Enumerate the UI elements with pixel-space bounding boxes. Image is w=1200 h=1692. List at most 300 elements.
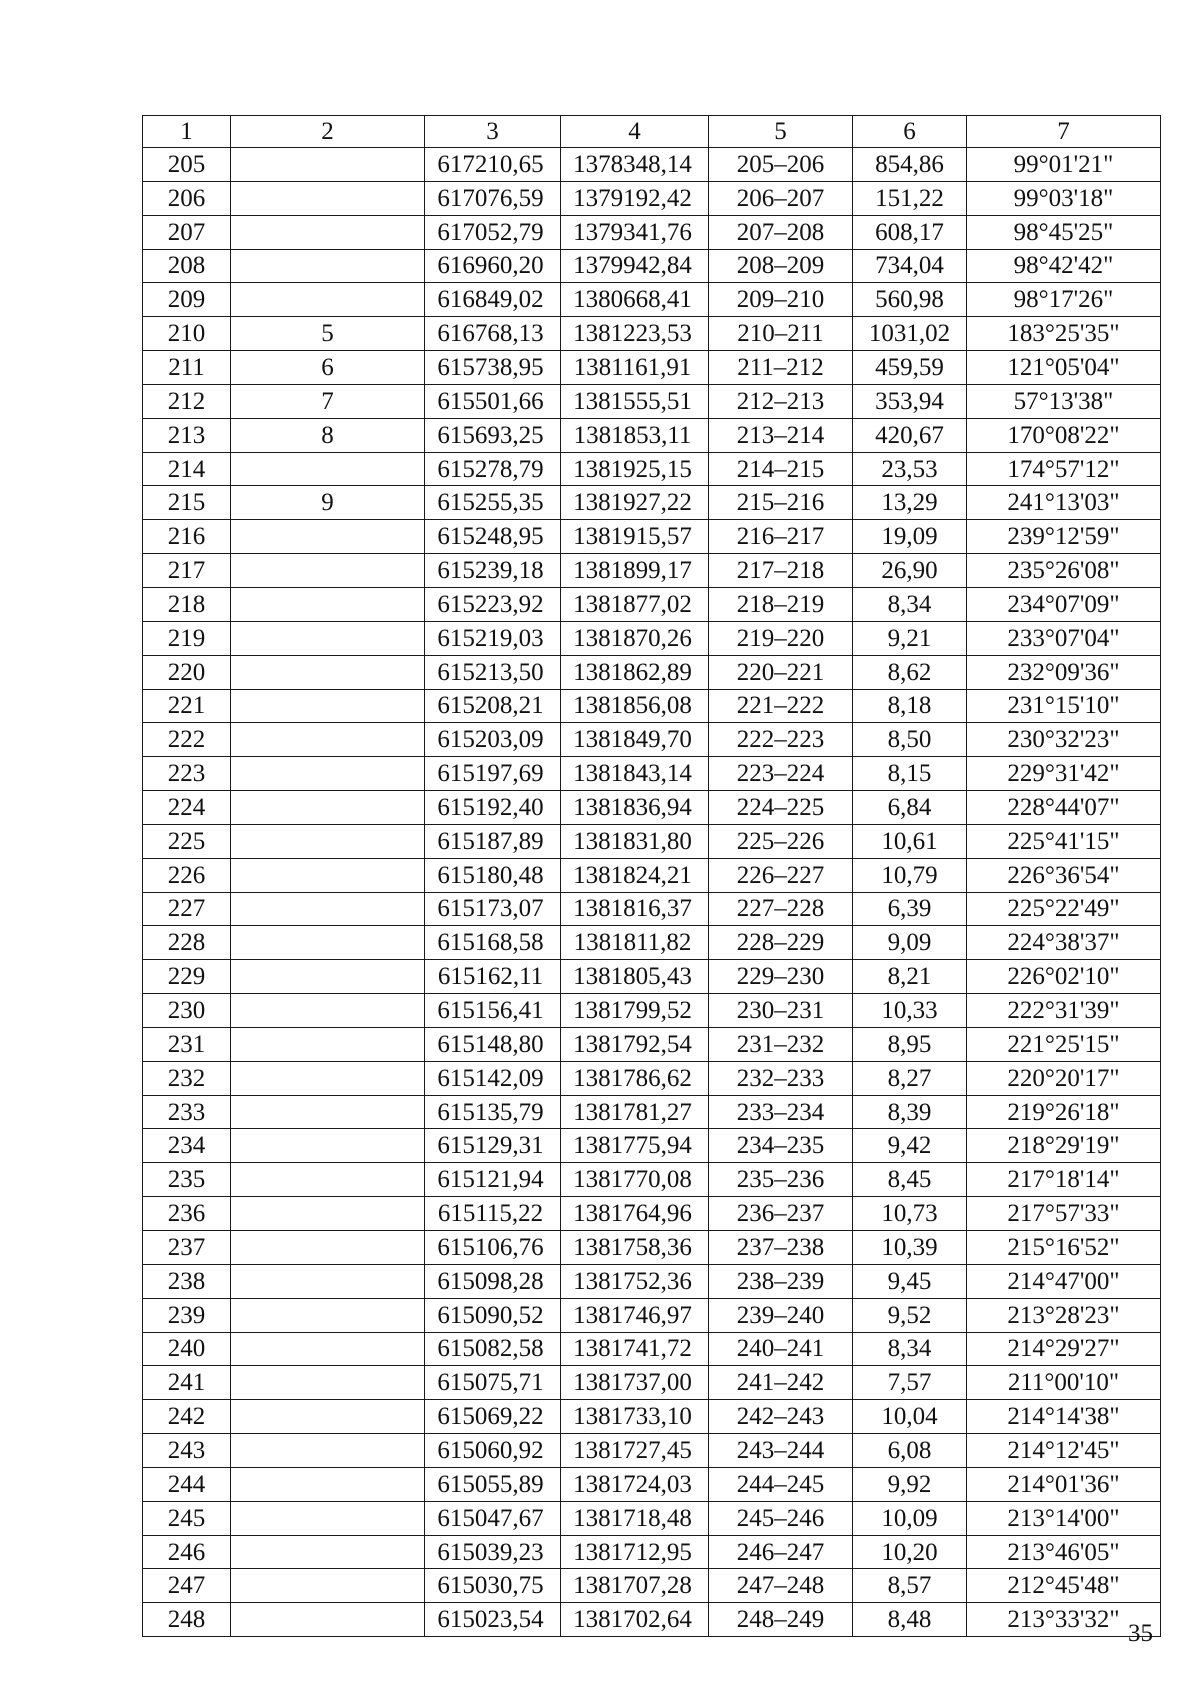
y-coordinate-cell: 1381752,36 [561,1264,709,1298]
coordinates-table [142,115,1161,1637]
secondary-number-cell [231,1197,425,1231]
secondary-number-cell [231,655,425,689]
table-row [143,486,1161,520]
length-cell: 854,86 [853,148,967,182]
x-coordinate-cell: 615156,41 [425,994,561,1028]
y-coordinate-cell: 1381849,70 [561,723,709,757]
y-coordinate-cell: 1381805,43 [561,960,709,994]
segment-cell: 211–212 [709,351,853,385]
length-cell: 8,62 [853,655,967,689]
table-row [143,1569,1161,1603]
table-row [143,1264,1161,1298]
segment-cell: 206–207 [709,181,853,215]
bearing-cell: 228°44'07" [967,791,1161,825]
y-coordinate-cell: 1381853,11 [561,418,709,452]
y-coordinate-cell: 1381758,36 [561,1231,709,1265]
table-row [143,892,1161,926]
segment-cell: 219–220 [709,621,853,655]
segment-cell: 227–228 [709,892,853,926]
secondary-number-cell [231,1298,425,1332]
bearing-cell: 219°26'18" [967,1095,1161,1129]
x-coordinate-cell: 615255,35 [425,486,561,520]
point-number-cell: 231 [143,1027,231,1061]
segment-cell: 216–217 [709,520,853,554]
bearing-cell: 214°47'00" [967,1264,1161,1298]
length-cell: 8,45 [853,1163,967,1197]
y-coordinate-cell: 1381915,57 [561,520,709,554]
segment-cell: 223–224 [709,757,853,791]
length-cell: 23,53 [853,452,967,486]
point-number-cell: 209 [143,283,231,317]
x-coordinate-cell: 615106,76 [425,1231,561,1265]
segment-cell: 246–247 [709,1535,853,1569]
table-row [143,1231,1161,1265]
segment-cell: 217–218 [709,554,853,588]
length-cell: 8,21 [853,960,967,994]
segment-cell: 242–243 [709,1400,853,1434]
x-coordinate-cell: 615693,25 [425,418,561,452]
segment-cell: 245–246 [709,1501,853,1535]
y-coordinate-cell: 1381781,27 [561,1095,709,1129]
table-row [143,1366,1161,1400]
bearing-cell: 57°13'38" [967,384,1161,418]
y-coordinate-cell: 1379192,42 [561,181,709,215]
y-coordinate-cell: 1381727,45 [561,1434,709,1468]
bearing-cell: 98°17'26" [967,283,1161,317]
table-row [143,1535,1161,1569]
segment-cell: 237–238 [709,1231,853,1265]
bearing-cell: 225°41'15" [967,824,1161,858]
bearing-cell: 222°31'39" [967,994,1161,1028]
length-cell: 10,20 [853,1535,967,1569]
y-coordinate-cell: 1381764,96 [561,1197,709,1231]
x-coordinate-cell: 615180,48 [425,858,561,892]
length-cell: 8,18 [853,689,967,723]
secondary-number-cell [231,824,425,858]
secondary-number-cell [231,1467,425,1501]
point-number-cell: 230 [143,994,231,1028]
y-coordinate-cell: 1381811,82 [561,926,709,960]
length-cell: 9,21 [853,621,967,655]
table-row [143,824,1161,858]
point-number-cell: 214 [143,452,231,486]
bearing-cell: 211°00'10" [967,1366,1161,1400]
table-row [143,181,1161,215]
length-cell: 10,61 [853,824,967,858]
table-row [143,1027,1161,1061]
x-coordinate-cell: 617210,65 [425,148,561,182]
secondary-number-cell [231,621,425,655]
segment-cell: 233–234 [709,1095,853,1129]
secondary-number-cell [231,1027,425,1061]
y-coordinate-cell: 1381925,15 [561,452,709,486]
point-number-cell: 225 [143,824,231,858]
length-cell: 6,39 [853,892,967,926]
table-row [143,587,1161,621]
segment-cell: 241–242 [709,1366,853,1400]
y-coordinate-cell: 1381831,80 [561,824,709,858]
x-coordinate-cell: 615187,89 [425,824,561,858]
secondary-number-cell [231,757,425,791]
bearing-cell: 234°07'09" [967,587,1161,621]
table-row [143,215,1161,249]
point-number-cell: 247 [143,1569,231,1603]
x-coordinate-cell: 615098,28 [425,1264,561,1298]
length-cell: 13,29 [853,486,967,520]
segment-cell: 228–229 [709,926,853,960]
point-number-cell: 241 [143,1366,231,1400]
point-number-cell: 232 [143,1061,231,1095]
x-coordinate-cell: 615208,21 [425,689,561,723]
y-coordinate-cell: 1380668,41 [561,283,709,317]
bearing-cell: 213°14'00" [967,1501,1161,1535]
y-coordinate-cell: 1381775,94 [561,1129,709,1163]
x-coordinate-cell: 615047,67 [425,1501,561,1535]
secondary-number-cell [231,960,425,994]
y-coordinate-cell: 1381877,02 [561,587,709,621]
bearing-cell: 98°42'42" [967,249,1161,283]
point-number-cell: 217 [143,554,231,588]
secondary-number-cell [231,1535,425,1569]
secondary-number-cell [231,520,425,554]
table-row [143,1298,1161,1332]
bearing-cell: 98°45'25" [967,215,1161,249]
point-number-cell: 240 [143,1332,231,1366]
table-row [143,520,1161,554]
segment-cell: 235–236 [709,1163,853,1197]
table-row [143,418,1161,452]
y-coordinate-cell: 1381555,51 [561,384,709,418]
secondary-number-cell: 7 [231,384,425,418]
secondary-number-cell [231,926,425,960]
secondary-number-cell [231,791,425,825]
x-coordinate-cell: 615055,89 [425,1467,561,1501]
length-cell: 6,08 [853,1434,967,1468]
header-cell: 7 [967,116,1161,148]
header-cell: 2 [231,116,425,148]
table-row [143,926,1161,960]
point-number-cell: 237 [143,1231,231,1265]
bearing-cell: 226°36'54" [967,858,1161,892]
y-coordinate-cell: 1381733,10 [561,1400,709,1434]
table-row [143,384,1161,418]
x-coordinate-cell: 615192,40 [425,791,561,825]
secondary-number-cell [231,689,425,723]
bearing-cell: 241°13'03" [967,486,1161,520]
y-coordinate-cell: 1381816,37 [561,892,709,926]
segment-cell: 230–231 [709,994,853,1028]
bearing-cell: 213°28'23" [967,1298,1161,1332]
page-number: 35 [1128,1620,1153,1647]
table-row [143,621,1161,655]
bearing-cell: 214°29'27" [967,1332,1161,1366]
table-body [143,116,1161,1637]
y-coordinate-cell: 1381712,95 [561,1535,709,1569]
length-cell: 9,42 [853,1129,967,1163]
segment-cell: 220–221 [709,655,853,689]
table-row [143,249,1161,283]
segment-cell: 222–223 [709,723,853,757]
secondary-number-cell [231,1231,425,1265]
segment-cell: 226–227 [709,858,853,892]
y-coordinate-cell: 1381792,54 [561,1027,709,1061]
segment-cell: 239–240 [709,1298,853,1332]
y-coordinate-cell: 1381856,08 [561,689,709,723]
segment-cell: 213–214 [709,418,853,452]
bearing-cell: 215°16'52" [967,1231,1161,1265]
table-row [143,858,1161,892]
x-coordinate-cell: 615173,07 [425,892,561,926]
segment-cell: 229–230 [709,960,853,994]
length-cell: 560,98 [853,283,967,317]
bearing-cell: 230°32'23" [967,723,1161,757]
segment-cell: 234–235 [709,1129,853,1163]
bearing-cell: 231°15'10" [967,689,1161,723]
secondary-number-cell [231,148,425,182]
segment-cell: 236–237 [709,1197,853,1231]
length-cell: 7,57 [853,1366,967,1400]
point-number-cell: 239 [143,1298,231,1332]
table-row [143,1095,1161,1129]
y-coordinate-cell: 1379942,84 [561,249,709,283]
point-number-cell: 233 [143,1095,231,1129]
table-row [143,1434,1161,1468]
length-cell: 10,79 [853,858,967,892]
bearing-cell: 232°09'36" [967,655,1161,689]
x-coordinate-cell: 615168,58 [425,926,561,960]
x-coordinate-cell: 615162,11 [425,960,561,994]
point-number-cell: 213 [143,418,231,452]
x-coordinate-cell: 615248,95 [425,520,561,554]
y-coordinate-cell: 1381786,62 [561,1061,709,1095]
x-coordinate-cell: 615115,22 [425,1197,561,1231]
bearing-cell: 218°29'19" [967,1129,1161,1163]
point-number-cell: 220 [143,655,231,689]
y-coordinate-cell: 1381718,48 [561,1501,709,1535]
bearing-cell: 213°33'32" [967,1603,1161,1637]
point-number-cell: 238 [143,1264,231,1298]
table-row [143,554,1161,588]
secondary-number-cell [231,1434,425,1468]
secondary-number-cell [231,181,425,215]
bearing-cell: 99°03'18" [967,181,1161,215]
point-number-cell: 221 [143,689,231,723]
secondary-number-cell [231,723,425,757]
y-coordinate-cell: 1378348,14 [561,148,709,182]
x-coordinate-cell: 615501,66 [425,384,561,418]
table-row [143,757,1161,791]
length-cell: 420,67 [853,418,967,452]
length-cell: 8,34 [853,587,967,621]
y-coordinate-cell: 1381843,14 [561,757,709,791]
length-cell: 8,48 [853,1603,967,1637]
length-cell: 608,17 [853,215,967,249]
length-cell: 459,59 [853,351,967,385]
segment-cell: 208–209 [709,249,853,283]
y-coordinate-cell: 1381899,17 [561,554,709,588]
segment-cell: 210–211 [709,317,853,351]
bearing-cell: 239°12'59" [967,520,1161,554]
y-coordinate-cell: 1381724,03 [561,1467,709,1501]
x-coordinate-cell: 616849,02 [425,283,561,317]
x-coordinate-cell: 615213,50 [425,655,561,689]
x-coordinate-cell: 615219,03 [425,621,561,655]
secondary-number-cell [231,1400,425,1434]
point-number-cell: 207 [143,215,231,249]
segment-cell: 214–215 [709,452,853,486]
point-number-cell: 215 [143,486,231,520]
length-cell: 353,94 [853,384,967,418]
point-number-cell: 216 [143,520,231,554]
bearing-cell: 235°26'08" [967,554,1161,588]
table-row [143,1332,1161,1366]
length-cell: 9,92 [853,1467,967,1501]
table-row [143,791,1161,825]
bearing-cell: 217°18'14" [967,1163,1161,1197]
x-coordinate-cell: 615129,31 [425,1129,561,1163]
header-cell: 6 [853,116,967,148]
y-coordinate-cell: 1381223,53 [561,317,709,351]
x-coordinate-cell: 615278,79 [425,452,561,486]
x-coordinate-cell: 615203,09 [425,723,561,757]
point-number-cell: 208 [143,249,231,283]
secondary-number-cell [231,892,425,926]
length-cell: 8,57 [853,1569,967,1603]
secondary-number-cell: 5 [231,317,425,351]
x-coordinate-cell: 617052,79 [425,215,561,249]
x-coordinate-cell: 615135,79 [425,1095,561,1129]
secondary-number-cell: 8 [231,418,425,452]
bearing-cell: 214°14'38" [967,1400,1161,1434]
y-coordinate-cell: 1381770,08 [561,1163,709,1197]
table-row [143,1197,1161,1231]
length-cell: 10,09 [853,1501,967,1535]
x-coordinate-cell: 615738,95 [425,351,561,385]
segment-cell: 212–213 [709,384,853,418]
segment-cell: 205–206 [709,148,853,182]
segment-cell: 247–248 [709,1569,853,1603]
point-number-cell: 236 [143,1197,231,1231]
point-number-cell: 246 [143,1535,231,1569]
secondary-number-cell [231,1264,425,1298]
x-coordinate-cell: 616960,20 [425,249,561,283]
bearing-cell: 121°05'04" [967,351,1161,385]
point-number-cell: 245 [143,1501,231,1535]
length-cell: 9,52 [853,1298,967,1332]
length-cell: 1031,02 [853,317,967,351]
table-row [143,1603,1161,1637]
point-number-cell: 229 [143,960,231,994]
secondary-number-cell [231,994,425,1028]
table-row [143,1467,1161,1501]
segment-cell: 209–210 [709,283,853,317]
length-cell: 10,39 [853,1231,967,1265]
x-coordinate-cell: 616768,13 [425,317,561,351]
point-number-cell: 242 [143,1400,231,1434]
header-cell: 5 [709,116,853,148]
table-row [143,283,1161,317]
x-coordinate-cell: 615239,18 [425,554,561,588]
segment-cell: 232–233 [709,1061,853,1095]
table-row [143,1061,1161,1095]
length-cell: 9,09 [853,926,967,960]
y-coordinate-cell: 1381746,97 [561,1298,709,1332]
secondary-number-cell [231,1569,425,1603]
bearing-cell: 224°38'37" [967,926,1161,960]
secondary-number-cell [231,249,425,283]
secondary-number-cell [231,1332,425,1366]
y-coordinate-cell: 1381161,91 [561,351,709,385]
y-coordinate-cell: 1381741,72 [561,1332,709,1366]
point-number-cell: 226 [143,858,231,892]
x-coordinate-cell: 615148,80 [425,1027,561,1061]
point-number-cell: 234 [143,1129,231,1163]
x-coordinate-cell: 615039,23 [425,1535,561,1569]
segment-cell: 207–208 [709,215,853,249]
secondary-number-cell [231,1501,425,1535]
secondary-number-cell [231,215,425,249]
segment-cell: 225–226 [709,824,853,858]
point-number-cell: 218 [143,587,231,621]
point-number-cell: 223 [143,757,231,791]
y-coordinate-cell: 1381702,64 [561,1603,709,1637]
y-coordinate-cell: 1381862,89 [561,655,709,689]
table-row [143,317,1161,351]
x-coordinate-cell: 615023,54 [425,1603,561,1637]
x-coordinate-cell: 615142,09 [425,1061,561,1095]
bearing-cell: 213°46'05" [967,1535,1161,1569]
bearing-cell: 174°57'12" [967,452,1161,486]
length-cell: 8,39 [853,1095,967,1129]
header-cell: 1 [143,116,231,148]
segment-cell: 248–249 [709,1603,853,1637]
point-number-cell: 210 [143,317,231,351]
secondary-number-cell: 9 [231,486,425,520]
table-row [143,1400,1161,1434]
bearing-cell: 99°01'21" [967,148,1161,182]
point-number-cell: 206 [143,181,231,215]
bearing-cell: 214°01'36" [967,1467,1161,1501]
y-coordinate-cell: 1381927,22 [561,486,709,520]
secondary-number-cell [231,858,425,892]
point-number-cell: 205 [143,148,231,182]
secondary-number-cell [231,283,425,317]
y-coordinate-cell: 1381707,28 [561,1569,709,1603]
y-coordinate-cell: 1379341,76 [561,215,709,249]
secondary-number-cell: 6 [231,351,425,385]
x-coordinate-cell: 615090,52 [425,1298,561,1332]
x-coordinate-cell: 615223,92 [425,587,561,621]
secondary-number-cell [231,1129,425,1163]
y-coordinate-cell: 1381870,26 [561,621,709,655]
table-row [143,723,1161,757]
y-coordinate-cell: 1381836,94 [561,791,709,825]
length-cell: 26,90 [853,554,967,588]
secondary-number-cell [231,452,425,486]
length-cell: 8,95 [853,1027,967,1061]
segment-cell: 238–239 [709,1264,853,1298]
secondary-number-cell [231,1061,425,1095]
point-number-cell: 243 [143,1434,231,1468]
point-number-cell: 224 [143,791,231,825]
secondary-number-cell [231,1163,425,1197]
point-number-cell: 244 [143,1467,231,1501]
bearing-cell: 214°12'45" [967,1434,1161,1468]
header-row [143,116,1161,148]
bearing-cell: 183°25'35" [967,317,1161,351]
x-coordinate-cell: 615060,92 [425,1434,561,1468]
secondary-number-cell [231,1366,425,1400]
